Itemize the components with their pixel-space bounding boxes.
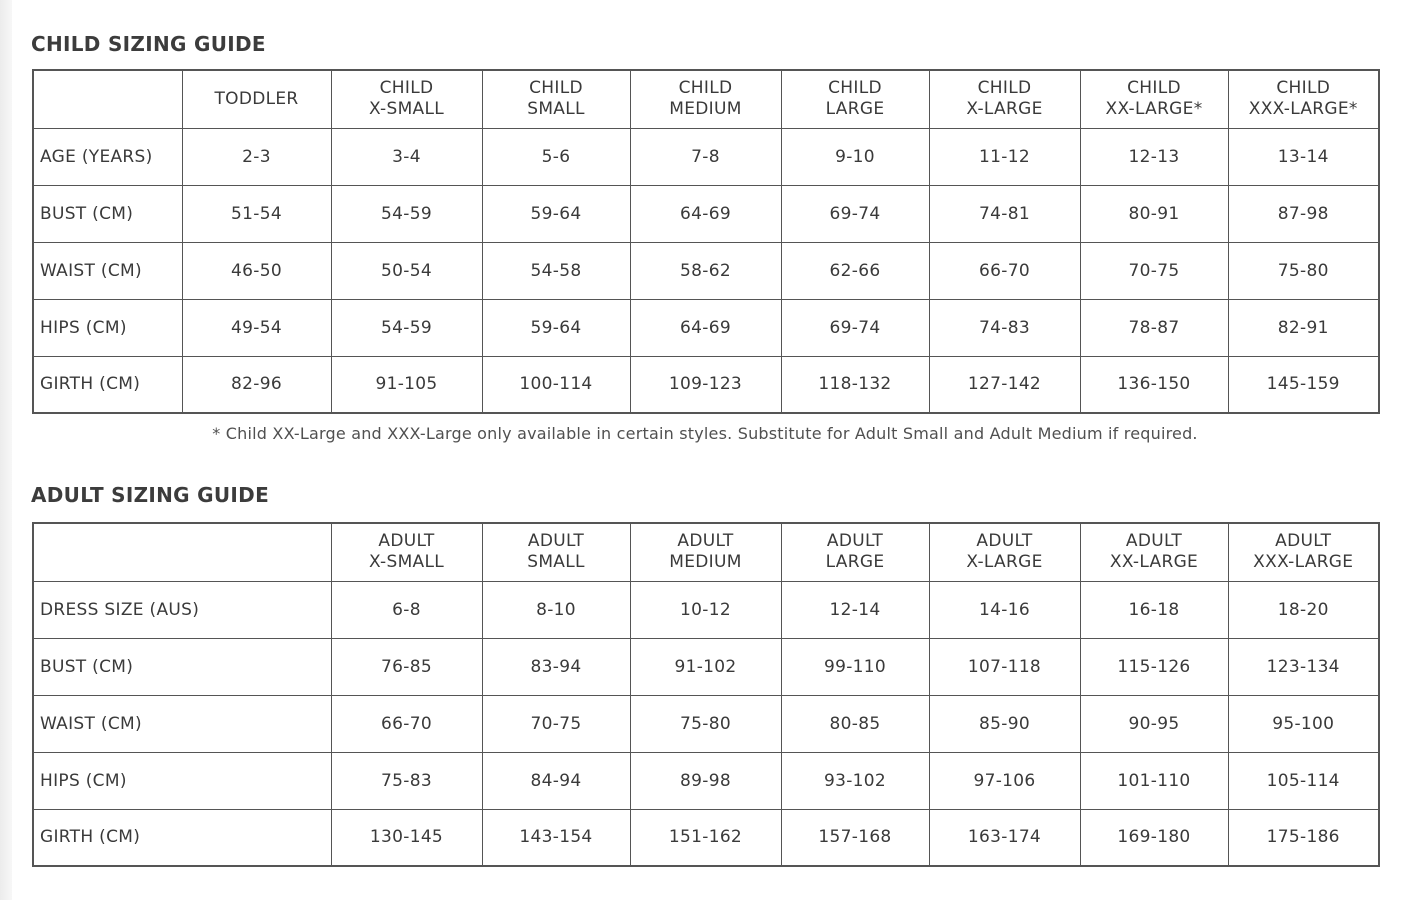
table-cell: 89-98 bbox=[630, 752, 781, 809]
table-cell: 107-118 bbox=[929, 638, 1080, 695]
header-line: MEDIUM bbox=[669, 99, 742, 120]
adult-col-header bbox=[331, 523, 482, 581]
left-edge-strip bbox=[0, 0, 12, 900]
table-cell: 64-69 bbox=[630, 185, 781, 242]
header-line: ADULT bbox=[1125, 531, 1183, 552]
row-label: DRESS SIZE (AUS) bbox=[33, 581, 331, 638]
child-col-header bbox=[331, 70, 482, 128]
table-row bbox=[33, 128, 1379, 185]
child-col-header bbox=[1228, 70, 1379, 128]
header-line: ADULT bbox=[378, 531, 435, 552]
header-line: X-SMALL bbox=[368, 99, 445, 120]
adult-col-header bbox=[1080, 523, 1228, 581]
table-cell: 70-75 bbox=[482, 695, 630, 752]
header-line: X-LARGE bbox=[966, 99, 1043, 120]
table-cell: 10-12 bbox=[630, 581, 781, 638]
header-line: TODDLER bbox=[214, 88, 299, 109]
table-cell: 66-70 bbox=[929, 242, 1080, 299]
row-label: HIPS (CM) bbox=[33, 299, 182, 356]
table-cell: 75-80 bbox=[1228, 242, 1379, 299]
adult-sizing-table bbox=[32, 522, 1380, 867]
row-label: GIRTH (CM) bbox=[33, 356, 182, 413]
child-header-row bbox=[33, 70, 1379, 128]
table-cell: 54-58 bbox=[482, 242, 630, 299]
table-cell: 143-154 bbox=[482, 809, 630, 866]
table-cell: 93-102 bbox=[781, 752, 929, 809]
header-line: XXX-LARGE bbox=[1253, 552, 1354, 573]
header-line: MEDIUM bbox=[669, 552, 742, 573]
table-cell: 80-85 bbox=[781, 695, 929, 752]
table-cell: 62-66 bbox=[781, 242, 929, 299]
table-cell: 157-168 bbox=[781, 809, 929, 866]
adult-guide-title: ADULT SIZING GUIDE bbox=[31, 483, 270, 507]
child-col-header bbox=[1080, 70, 1228, 128]
table-cell: 8-10 bbox=[482, 581, 630, 638]
header-line: CHILD bbox=[1127, 78, 1181, 99]
table-row bbox=[33, 242, 1379, 299]
header-line: ADULT bbox=[976, 531, 1033, 552]
header-line: CHILD bbox=[828, 78, 882, 99]
table-cell: 87-98 bbox=[1228, 185, 1379, 242]
row-label: GIRTH (CM) bbox=[33, 809, 331, 866]
table-cell: 115-126 bbox=[1080, 638, 1228, 695]
table-cell: 163-174 bbox=[929, 809, 1080, 866]
row-label: BUST (CM) bbox=[33, 638, 331, 695]
row-label: AGE (YEARS) bbox=[33, 128, 182, 185]
child-col-header bbox=[630, 70, 781, 128]
table-cell: 75-83 bbox=[331, 752, 482, 809]
table-cell: 12-14 bbox=[781, 581, 929, 638]
table-cell: 6-8 bbox=[331, 581, 482, 638]
table-cell: 95-100 bbox=[1228, 695, 1379, 752]
header-line: CHILD bbox=[678, 78, 733, 99]
table-cell: 51-54 bbox=[182, 185, 331, 242]
table-cell: 16-18 bbox=[1080, 581, 1228, 638]
adult-header-row bbox=[33, 523, 1379, 581]
header-line: X-LARGE bbox=[966, 552, 1043, 573]
header-line: CHILD bbox=[379, 78, 434, 99]
table-cell: 105-114 bbox=[1228, 752, 1379, 809]
adult-header-corner bbox=[33, 523, 331, 581]
table-cell: 82-96 bbox=[182, 356, 331, 413]
table-row bbox=[33, 356, 1379, 413]
table-cell: 78-87 bbox=[1080, 299, 1228, 356]
child-col-header bbox=[929, 70, 1080, 128]
adult-col-header bbox=[630, 523, 781, 581]
table-cell: 74-83 bbox=[929, 299, 1080, 356]
table-cell: 123-134 bbox=[1228, 638, 1379, 695]
adult-col-header bbox=[1228, 523, 1379, 581]
child-guide-title: CHILD SIZING GUIDE bbox=[31, 32, 266, 56]
child-col-header bbox=[182, 70, 331, 128]
table-row bbox=[33, 752, 1379, 809]
adult-col-header bbox=[781, 523, 929, 581]
table-cell: 100-114 bbox=[482, 356, 630, 413]
table-row bbox=[33, 299, 1379, 356]
table-cell: 46-50 bbox=[182, 242, 331, 299]
header-line: X-SMALL bbox=[368, 552, 445, 573]
table-cell: 2-3 bbox=[182, 128, 331, 185]
table-cell: 101-110 bbox=[1080, 752, 1228, 809]
header-line: XXX-LARGE* bbox=[1248, 99, 1358, 120]
table-cell: 11-12 bbox=[929, 128, 1080, 185]
row-label: WAIST (CM) bbox=[33, 695, 331, 752]
child-header-corner bbox=[33, 70, 182, 128]
table-cell: 82-91 bbox=[1228, 299, 1379, 356]
table-cell: 64-69 bbox=[630, 299, 781, 356]
table-row bbox=[33, 809, 1379, 866]
header-line: ADULT bbox=[1275, 531, 1332, 552]
child-sizing-table bbox=[32, 69, 1380, 414]
table-cell: 151-162 bbox=[630, 809, 781, 866]
table-cell: 99-110 bbox=[781, 638, 929, 695]
table-cell: 12-13 bbox=[1080, 128, 1228, 185]
child-col-header bbox=[482, 70, 630, 128]
table-cell: 5-6 bbox=[482, 128, 630, 185]
table-cell: 136-150 bbox=[1080, 356, 1228, 413]
table-cell: 74-81 bbox=[929, 185, 1080, 242]
table-cell: 66-70 bbox=[331, 695, 482, 752]
table-cell: 49-54 bbox=[182, 299, 331, 356]
row-label: WAIST (CM) bbox=[33, 242, 182, 299]
table-cell: 59-64 bbox=[482, 299, 630, 356]
header-line: ADULT bbox=[826, 531, 884, 552]
table-cell: 169-180 bbox=[1080, 809, 1228, 866]
table-cell: 9-10 bbox=[781, 128, 929, 185]
table-cell: 85-90 bbox=[929, 695, 1080, 752]
table-cell: 127-142 bbox=[929, 356, 1080, 413]
table-cell: 80-91 bbox=[1080, 185, 1228, 242]
table-cell: 50-54 bbox=[331, 242, 482, 299]
table-cell: 54-59 bbox=[331, 299, 482, 356]
table-cell: 175-186 bbox=[1228, 809, 1379, 866]
header-line: SMALL bbox=[527, 99, 585, 120]
table-cell: 69-74 bbox=[781, 185, 929, 242]
table-cell: 97-106 bbox=[929, 752, 1080, 809]
table-cell: 118-132 bbox=[781, 356, 929, 413]
table-row bbox=[33, 638, 1379, 695]
table-row bbox=[33, 695, 1379, 752]
table-cell: 75-80 bbox=[630, 695, 781, 752]
table-cell: 54-59 bbox=[331, 185, 482, 242]
table-cell: 84-94 bbox=[482, 752, 630, 809]
table-cell: 59-64 bbox=[482, 185, 630, 242]
adult-col-header bbox=[482, 523, 630, 581]
table-cell: 13-14 bbox=[1228, 128, 1379, 185]
child-col-header bbox=[781, 70, 929, 128]
header-line: XX-LARGE* bbox=[1105, 99, 1203, 120]
row-label: HIPS (CM) bbox=[33, 752, 331, 809]
table-row bbox=[33, 185, 1379, 242]
table-cell: 91-105 bbox=[331, 356, 482, 413]
header-line: SMALL bbox=[527, 552, 585, 573]
table-cell: 109-123 bbox=[630, 356, 781, 413]
table-cell: 145-159 bbox=[1228, 356, 1379, 413]
adult-col-header bbox=[929, 523, 1080, 581]
table-cell: 7-8 bbox=[630, 128, 781, 185]
table-cell: 18-20 bbox=[1228, 581, 1379, 638]
header-line: ADULT bbox=[677, 531, 734, 552]
table-cell: 58-62 bbox=[630, 242, 781, 299]
table-cell: 70-75 bbox=[1080, 242, 1228, 299]
table-cell: 3-4 bbox=[331, 128, 482, 185]
row-label: BUST (CM) bbox=[33, 185, 182, 242]
table-cell: 91-102 bbox=[630, 638, 781, 695]
table-cell: 83-94 bbox=[482, 638, 630, 695]
table-cell: 90-95 bbox=[1080, 695, 1228, 752]
header-line: CHILD bbox=[1276, 78, 1331, 99]
header-line: ADULT bbox=[527, 531, 585, 552]
table-row bbox=[33, 581, 1379, 638]
table-cell: 14-16 bbox=[929, 581, 1080, 638]
header-line: LARGE bbox=[825, 99, 885, 120]
header-line: XX-LARGE bbox=[1109, 552, 1199, 573]
header-line: CHILD bbox=[977, 78, 1032, 99]
table-cell: 69-74 bbox=[781, 299, 929, 356]
table-cell: 130-145 bbox=[331, 809, 482, 866]
header-line: LARGE bbox=[825, 552, 885, 573]
header-line: CHILD bbox=[529, 78, 583, 99]
table-cell: 76-85 bbox=[331, 638, 482, 695]
child-footnote: * Child XX-Large and XXX-Large only available in certain styles. Substitute for Adult Small and Adult Medium if required. bbox=[212, 424, 1198, 443]
